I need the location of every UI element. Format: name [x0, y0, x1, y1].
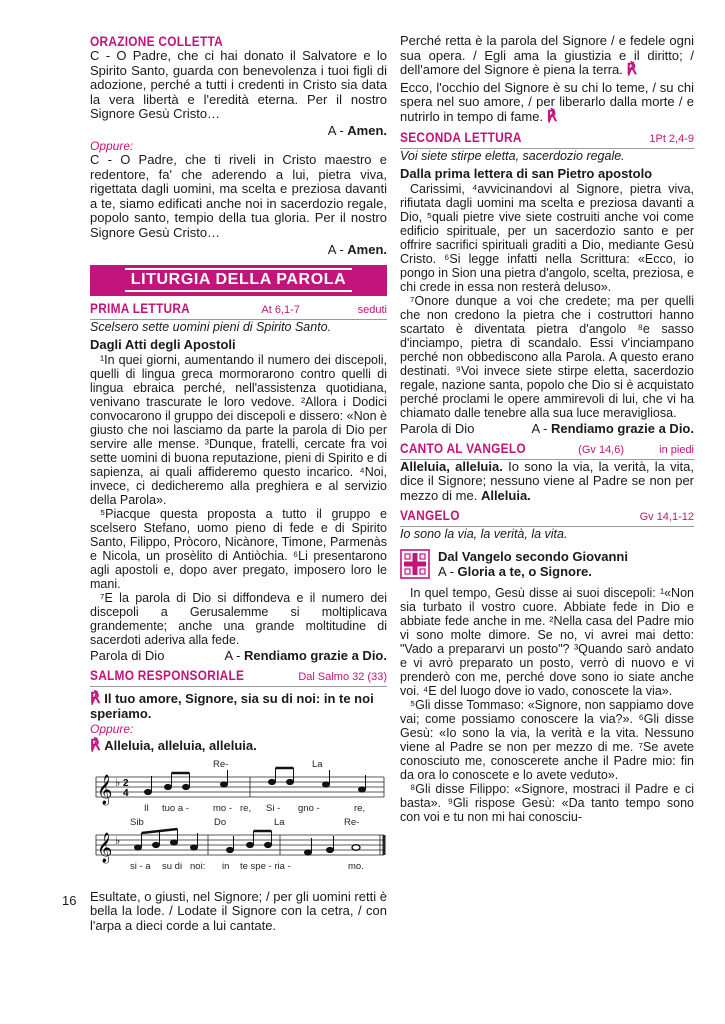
seconda-lettura-p1: Carissimi, ⁴avvicinandovi al Signore, pietra viva, rifiutata dagli uomini ma scelta e preziosa davanti a Dio, ⁵quali pietre vive siete costruiti anche voi come edificio spirituale, per un sacerdozio santo e per offrire sacrifici spirituali graditi a Dio, mediante Gesù Cristo. ⁶Si legge infatti nella Scrittura: «Ecco, io pongo in Sion una pietra d'angolo, scelta, preziosa, e chi crede in essa non resterà deluso». [400, 181, 694, 294]
orazione-header [90, 34, 387, 49]
salmo-refrain-2: ℟ Alleluia, alleluia, alleluia. [90, 736, 257, 754]
chord-label: Re- [213, 758, 229, 770]
seconda-lettura-closing: Parola di Dio A - Rendiamo grazie a Dio. [400, 420, 694, 436]
prima-lettura-title: PRIMA LETTURA [90, 300, 191, 316]
salmo-verse-2: Perché retta è la parola del Signore / e fedele ogni sua opera. / Egli ama la giustizia e il diritto; / dell'amore del Signore è piena la terra. ℟ [400, 33, 694, 79]
divider [90, 686, 387, 687]
lyric: re, [240, 802, 252, 814]
lyric: mo - [213, 802, 232, 814]
chord-label: Re- [344, 816, 360, 828]
canto-ref: (Gv 14,6) [578, 443, 625, 456]
orazione-response-2: A - Amen. [327, 241, 387, 257]
lyric: Il [144, 802, 149, 814]
treble-clef: 𝄞 [97, 832, 113, 863]
chord-label: La [274, 816, 285, 828]
orazione-response-1: A - Amen. [327, 122, 387, 138]
lyric: in [222, 860, 230, 872]
lyric: tuo a - [162, 802, 189, 814]
lyric: si - a [130, 860, 151, 872]
response-symbol: ℟ [90, 689, 101, 707]
seconda-lettura-header [400, 130, 694, 145]
treble-clef: 𝄞 [97, 774, 113, 805]
chord-label: La [312, 758, 323, 770]
lyric: re, [354, 802, 366, 814]
vangelo-title: VANGELO [400, 508, 460, 524]
seconda-lettura-p2: ⁷Onore dunque a voi che credete; ma per quelli che non credono la pietra che i costruttori hanno scartato è diventata pietra d'angolo ⁸e sasso d'inciampo, pietra di scandalo. Essi v'inciampano perché non obbediscono alla Parola. A questo erano destinati. ⁹Voi invece siete stirpe eletta, sacerdozio regale, nazione santa, popolo che Dio si è acquistato perché proclami le opere ammirevoli di lui, che vi ha chiamato dalle tenebre alla sua luce meravigliosa. [400, 293, 694, 420]
salmo-header [90, 668, 387, 683]
music-score [90, 759, 387, 881]
vangelo-subtitle: Io sono la via, la verità, la vita. [400, 527, 568, 542]
orazione-oppure: Oppure: [90, 138, 134, 153]
prima-lettura-subtitle: Scelsero sette uomini pieni di Spirito Santo. [90, 319, 332, 334]
salmo-title: SALMO RESPONSORIALE [90, 667, 245, 683]
vangelo-response: A - Gloria a te, o Signore. [438, 564, 592, 580]
orazione-text-2: C - O Padre, che ti riveli in Cristo maestro e redentore, fa' che aderendo a lui, pietra viva, rigettata dagli uomini, ma scelta e preziosa davanti a te, siamo edificati anche noi in sacerdozio regale, popolo santo, tempio della tua gloria. Per il nostro Signore Gesù Cristo… [90, 151, 387, 240]
seconda-lettura-ref: 1Pt 2,4-9 [649, 132, 694, 145]
right-column [400, 34, 694, 824]
salmo-oppure: Oppure: [90, 721, 134, 736]
prima-lettura-ref: At 6,1-7 [261, 303, 300, 316]
seconda-lettura-title: SECONDA LETTURA [400, 129, 522, 145]
chord-label: Sib [130, 816, 144, 828]
canto-text: Alleluia, alleluia. Io sono la via, la verità, la vita, dice il Signore; nessuno viene al Padre se non per mezzo di me. Alleluia. [400, 458, 694, 503]
vangelo-header [400, 508, 694, 523]
prima-lettura-header [90, 301, 387, 316]
salmo-ref: Dal Salmo 32 (33) [298, 670, 387, 683]
vangelo-source: Dal Vangelo secondo Giovanni [438, 549, 628, 565]
svg-text:♭: ♭ [115, 775, 121, 789]
left-column [90, 34, 387, 933]
vangelo-intro [400, 549, 694, 580]
prima-lettura-posture: seduti [357, 303, 387, 316]
vangelo-p3: ⁸Gli disse Filippo: «Signore, mostraci il Padre e ci basta». ⁹Gli rispose Gesù: «Da tanto tempo sono con voi e tu non mi hai conosciu- [400, 782, 694, 825]
lyric: mo. [348, 860, 364, 872]
lyric: Si - [266, 802, 281, 814]
salmo-verse-3: Ecco, l'occhio del Signore è su chi lo teme, / su chi spera nel suo amore, / per liberarlo dalla morte / e nutrirlo in tempo di fame. ℟ [400, 79, 694, 125]
seconda-lettura-subtitle: Voi siete stirpe eletta, sacerdozio regale. [400, 148, 625, 163]
liturgia-banner: LITURGIA DELLA PAROLA [90, 265, 387, 296]
orazione-title: ORAZIONE COLLETTA [90, 34, 223, 49]
salmo-verse-1: Esultate, o giusti, nel Signore; / per gli uomini retti è bella la lode. / Lodate il Signore con la cetra, / con l'arpa a dieci corde a lui cantate. [90, 888, 387, 933]
seconda-lettura-source: Dalla prima lettera di san Pietro apostolo [400, 165, 653, 181]
canto-header [400, 441, 694, 456]
response-symbol: ℟ [90, 736, 101, 754]
orazione-text-1: C - O Padre, che ci hai donato il Salvatore e lo Spirito Santo, guarda con benevolenza i tuoi figli di adozione, perché a tutti i credenti in Cristo sia data la vera libertà e l'eredità eterna. Per il nostro Signore Gesù Cristo… [90, 48, 387, 122]
lyric: su di [162, 860, 183, 872]
prima-lettura-p1: ¹In quei giorni, aumentando il numero dei discepoli, quelli di lingua greca mormorarono contro quelli di lingua ebraica perché, nell'assistenza quotidiana, venivano trascurate le loro vedove. ²Allora i Dodici convocarono il gruppo dei discepoli e dissero: «Non è giusto che noi lasciamo da parte la parola di Dio per servire alle mense. ³Dunque, fratelli, cercate fra voi sette uomini di buona reputazione, pieni di Spirito e di sapienza, ai quali affideremo questo incarico. ⁴Noi, invece, ci dedicheremo alla preghiera e al servizio della Parola». [90, 352, 387, 507]
cross-icon [400, 549, 430, 579]
canto-title: CANTO AL VANGELO [400, 440, 526, 456]
chord-label: Do [214, 816, 227, 828]
response-symbol: ℟ [546, 107, 557, 125]
svg-text:♭: ♭ [115, 833, 121, 847]
lyric: noi: [190, 860, 206, 872]
lyric: te spe - ria - [240, 860, 291, 872]
canto-posture: in piedi [659, 443, 694, 456]
svg-text:2: 2 [123, 777, 129, 789]
prima-lettura-p2: ⁵Piacque questa proposta a tutto il gruppo e scelsero Stefano, uomo pieno di fede e di Spirito Santo, Filippo, Pròcoro, Nicànore, Timone, Parmenàs e Nicola, un prosèlito di Antiòchia. ⁶Li presentarono agli apostoli e, dopo aver pregato, imposero loro le mani. [90, 506, 387, 591]
salmo-refrain: ℟ Il tuo amore, Signore, sia su di noi: in te noi speriamo. [90, 689, 374, 721]
lyric: gno - [298, 802, 320, 814]
page-number: 16 [62, 893, 77, 908]
vangelo-ref: Gv 14,1-12 [639, 511, 694, 524]
svg-text:4: 4 [123, 787, 129, 799]
vangelo-p2: ⁵Gli disse Tommaso: «Signore, non sappiamo dove vai; come possiamo conoscere la via?». ⁶Gli disse Gesù: «Io sono la via, la verità e la vita. Nessuno viene al Padre se non per mezzo di me. ⁷Se avete conosciuto me, conoscerete anche il Padre mio: fin da ora lo conoscete e lo avete veduto». [400, 698, 694, 783]
prima-lettura-source: Dagli Atti degli Apostoli [90, 336, 236, 352]
prima-lettura-p3: ⁷E la parola di Dio si diffondeva e il numero dei discepoli a Gerusalemme si moltiplicava grandemente; anche una grande moltitudine di sacerdoti aderiva alla fede. [90, 590, 387, 647]
response-symbol: ℟ [626, 61, 637, 79]
vangelo-p1: In quel tempo, Gesù disse ai suoi discepoli: ¹«Non sia turbato il vostro cuore. Abbiate fede in Dio e abbiate fede anche in me. ²Nella casa del Padre mio vi sono molte dimore. Se no, vi avrei mai detto: "Vado a prepararvi un posto"? ³Quando sarò andato e vi avrò preparato un posto, verrò di nuovo e vi prenderò con me, perché dove sono io siate anche voi. ⁴E del luogo dove io vado, conoscete la via». [400, 586, 694, 699]
prima-lettura-closing: Parola di Dio A - Rendiamo grazie a Dio. [90, 647, 387, 663]
